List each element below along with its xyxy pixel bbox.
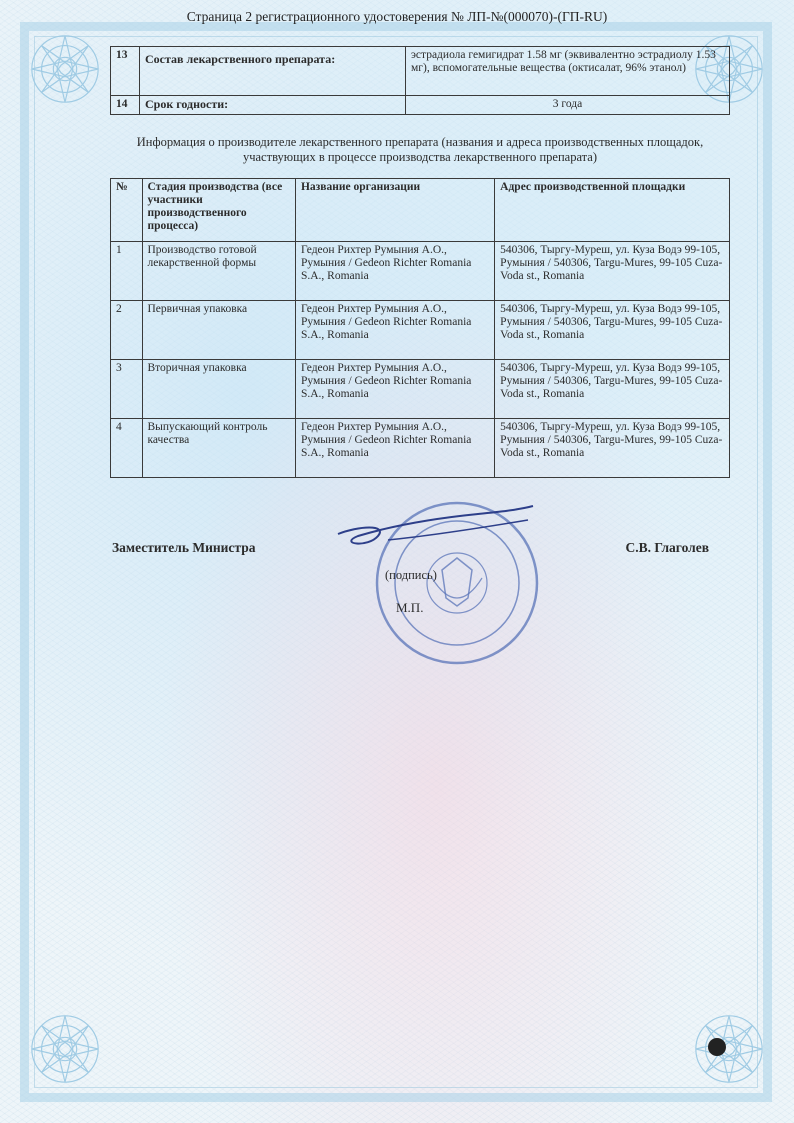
table-row bbox=[111, 96, 730, 115]
row-label: Срок годности: bbox=[140, 96, 406, 115]
cell-stage: Первичная упаковка bbox=[142, 301, 295, 360]
cell-org: Гедеон Рихтер Румыния А.О., Румыния / Gedeon Richter Romania S.A., Romania bbox=[295, 419, 494, 478]
column-header-org: Название организации bbox=[295, 179, 494, 242]
stamp-caption: М.П. bbox=[396, 600, 424, 615]
row-label: Состав лекарственного препарата: bbox=[140, 47, 406, 96]
cell-num: 4 bbox=[111, 419, 143, 478]
cell-num: 2 bbox=[111, 301, 143, 360]
row-number: 14 bbox=[111, 96, 140, 115]
column-header-address: Адрес производственной площадки bbox=[495, 179, 730, 242]
handwritten-signature-icon bbox=[328, 496, 538, 556]
cell-org: Гедеон Рихтер Румыния А.О., Румыния / Gedeon Richter Romania S.A., Romania bbox=[295, 301, 494, 360]
cell-address: 540306, Тыргу-Муреш, ул. Куза Водэ 99-105, Румыния / 540306, Targu-Mures, 99-105 Cuza-Voda st., Romania bbox=[495, 360, 730, 419]
manufacturer-info-text: Информация о производителе лекарственного препарата (названия и адреса производственных площадок, участвующих в процессе производства лекарственного препарата) bbox=[136, 135, 704, 164]
signer-position: Заместитель Министра bbox=[112, 540, 256, 555]
signature-caption: (подпись) bbox=[385, 568, 437, 582]
drug-info-table bbox=[110, 46, 730, 115]
cell-org: Гедеон Рихтер Румыния А.О., Румыния / Gedeon Richter Romania S.A., Romania bbox=[295, 360, 494, 419]
column-header-stage: Стадия производства (все участники производственного процесса) bbox=[142, 179, 295, 242]
page-title: Страница 2 регистрационного удостоверения № ЛП-№(000070)-(ГП-RU) bbox=[186, 9, 608, 24]
column-header-num: № bbox=[111, 179, 143, 242]
table-row bbox=[111, 301, 730, 360]
table-row bbox=[111, 47, 730, 96]
corner-rosette-icon bbox=[690, 1010, 768, 1088]
cell-address: 540306, Тыргу-Муреш, ул. Куза Водэ 99-105, Румыния / 540306, Targu-Mures, 99-105 Cuza-Voda st., Romania bbox=[495, 301, 730, 360]
table-row bbox=[111, 360, 730, 419]
signer-name: С.В. Глаголев bbox=[625, 540, 709, 555]
table-row bbox=[111, 419, 730, 478]
cell-stage: Производство готовой лекарственной формы bbox=[142, 242, 295, 301]
cell-org: Гедеон Рихтер Румыния А.О., Румыния / Gedeon Richter Romania S.A., Romania bbox=[295, 242, 494, 301]
corner-rosette-icon bbox=[26, 1010, 104, 1088]
table-header-row bbox=[111, 179, 730, 242]
cell-address: 540306, Тыргу-Муреш, ул. Куза Водэ 99-105, Румыния / 540306, Targu-Mures, 99-105 Cuza-Voda st., Romania bbox=[495, 242, 730, 301]
corner-rosette-icon bbox=[26, 30, 104, 108]
cell-address: 540306, Тыргу-Муреш, ул. Куза Водэ 99-105, Румыния / 540306, Targu-Mures, 99-105 Cuza-Voda st., Romania bbox=[495, 419, 730, 478]
manufacturers-table bbox=[110, 178, 730, 478]
row-value: 3 года bbox=[406, 96, 730, 115]
row-number: 13 bbox=[111, 47, 140, 96]
cell-stage: Выпускающий контроль качества bbox=[142, 419, 295, 478]
table-row bbox=[111, 242, 730, 301]
cell-num: 1 bbox=[111, 242, 143, 301]
punch-hole-icon bbox=[708, 1038, 726, 1056]
row-value: эстрадиола гемигидрат 1.58 мг (эквивалентно эстрадиолу 1.53 мг), вспомогательные вещества (октисалат, 96% этанол) bbox=[406, 47, 730, 96]
cell-stage: Вторичная упаковка bbox=[142, 360, 295, 419]
cell-num: 3 bbox=[111, 360, 143, 419]
